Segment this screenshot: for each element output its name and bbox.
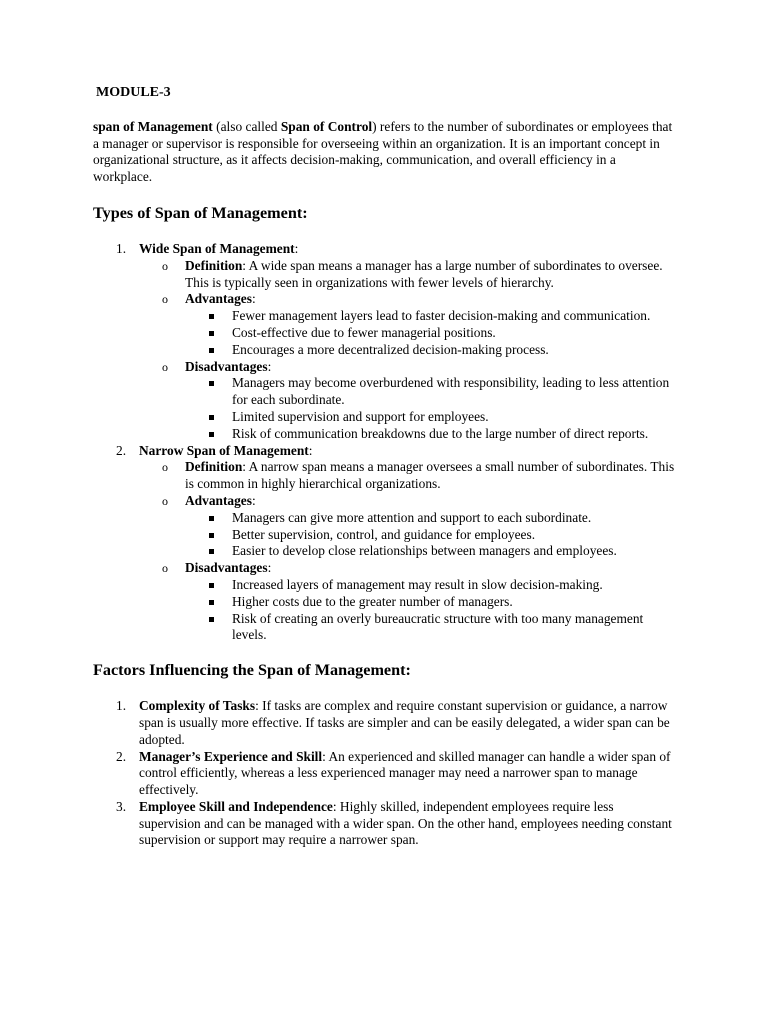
bullet-text: Encourages a more decentralized decision-making process. xyxy=(232,341,549,357)
factors-list xyxy=(93,698,678,849)
sub-item xyxy=(139,258,678,292)
square-bullet-icon xyxy=(209,432,214,437)
square-bullet-icon xyxy=(209,583,214,588)
factors-heading: Factors Influencing the Span of Management: xyxy=(93,661,411,680)
document-page xyxy=(93,85,678,849)
type-number: 2. xyxy=(116,442,127,458)
factor-text: : An experienced and skilled manager can handle a wider span of control efficiently, whereas a less experienced manager may need a narrower span to manage effectively. xyxy=(139,748,671,798)
bullet-item xyxy=(185,325,678,342)
sub-item-label: Advantages xyxy=(185,291,252,307)
sub-item-label: Advantages xyxy=(185,492,252,508)
sub-item-label: Disadvantages xyxy=(185,560,268,576)
bullet-text: Increased layers of management may result in slow decision-making. xyxy=(232,576,603,592)
bullet-text: Risk of communication breakdowns due to the large number of direct reports. xyxy=(232,425,649,441)
bullet-list xyxy=(185,308,678,358)
sub-item xyxy=(139,560,678,644)
sub-item xyxy=(139,493,678,560)
sub-item-text: : xyxy=(267,358,272,374)
sub-item xyxy=(139,459,678,493)
sub-item-text: : xyxy=(251,291,256,307)
bullet-item xyxy=(185,409,678,426)
intro-rest: ) refers to the number of subordinates or employees that a manager or supervisor is responsible for overseeing within an organization. It is an important concept in organizational structure, as it affects decision-making, communication, and overall efficiency in a workplace. xyxy=(93,118,673,185)
bullet-text: Risk of creating an overly bureaucratic structure with too many management levels. xyxy=(232,610,644,643)
sub-item-label: Definition xyxy=(185,257,243,273)
bullet-item xyxy=(185,594,678,611)
circle-bullet-icon: o xyxy=(162,359,168,374)
type-subitems xyxy=(139,258,678,443)
sub-item xyxy=(139,291,678,358)
type-subitems xyxy=(139,459,678,644)
types-list xyxy=(93,241,678,644)
factor-item xyxy=(93,749,678,799)
bullet-item xyxy=(185,527,678,544)
circle-bullet-icon: o xyxy=(162,292,168,307)
circle-bullet-icon: o xyxy=(162,258,168,273)
types-heading: Types of Span of Management: xyxy=(93,203,308,222)
type-colon: : xyxy=(308,442,313,458)
type-title: Narrow Span of Management xyxy=(139,442,309,458)
factor-title: Employee Skill and Independence xyxy=(139,798,333,814)
bullet-item xyxy=(185,611,678,645)
type-colon: : xyxy=(294,240,299,256)
intro-pre-alt: (also called xyxy=(212,118,281,134)
bullet-text: Managers may become overburdened with responsibility, leading to less attention for each subordinate. xyxy=(232,375,670,408)
circle-bullet-icon: o xyxy=(162,493,168,508)
square-bullet-icon xyxy=(209,617,214,622)
bullet-text: Limited supervision and support for employees. xyxy=(232,408,489,424)
square-bullet-icon xyxy=(209,415,214,420)
bullet-item xyxy=(185,426,678,443)
sub-item-text: : A narrow span means a manager oversees a small number of subordinates. This is common in highly hierarchical organizations. xyxy=(185,459,675,492)
bullet-item xyxy=(185,577,678,594)
factor-item xyxy=(93,799,678,849)
factor-item xyxy=(93,698,678,748)
bullet-item xyxy=(185,308,678,325)
type-item xyxy=(93,241,678,443)
square-bullet-icon xyxy=(209,314,214,319)
intro-alt-term: Span of Control xyxy=(280,118,373,134)
type-item xyxy=(93,443,678,645)
sub-item-text: : xyxy=(267,560,272,576)
bullet-item xyxy=(185,543,678,560)
square-bullet-icon xyxy=(209,331,214,336)
factor-text: : Highly skilled, independent employees require less supervision and can be managed with a wider span. On the other hand, employees needing constant supervision or support may require a narrower span. xyxy=(139,798,672,848)
factor-number: 3. xyxy=(116,798,127,814)
bullet-list xyxy=(185,577,678,644)
bullet-item xyxy=(185,342,678,359)
intro-paragraph xyxy=(93,119,678,186)
bullet-text: Higher costs due to the greater number of managers. xyxy=(232,593,513,609)
type-title: Wide Span of Management xyxy=(139,240,295,256)
bullet-item xyxy=(185,510,678,527)
sub-item xyxy=(139,359,678,443)
factor-number: 2. xyxy=(116,748,127,764)
circle-bullet-icon: o xyxy=(162,561,168,576)
bullet-text: Managers can give more attention and support to each subordinate. xyxy=(232,509,592,525)
factor-text: : If tasks are complex and require constant supervision or guidance, a narrow span is usually more effective. If tasks are simpler and can be easily delegated, a wider span can be adopted. xyxy=(139,698,670,747)
bullet-list xyxy=(185,510,678,560)
sub-item-label: Definition xyxy=(185,459,243,475)
circle-bullet-icon: o xyxy=(162,460,168,475)
bullet-item xyxy=(185,375,678,409)
square-bullet-icon xyxy=(209,516,214,521)
square-bullet-icon xyxy=(209,549,214,554)
type-number: 1. xyxy=(116,240,127,256)
square-bullet-icon xyxy=(209,348,214,353)
factor-title: Manager’s Experience and Skill xyxy=(139,748,323,764)
sub-item-text: : xyxy=(251,492,256,508)
bullet-text: Fewer management layers lead to faster decision-making and communication. xyxy=(232,308,651,324)
bullet-list xyxy=(185,375,678,442)
factor-number: 1. xyxy=(116,698,127,714)
bullet-text: Better supervision, control, and guidance for employees. xyxy=(232,526,536,542)
intro-term: span of Management xyxy=(93,118,213,134)
square-bullet-icon xyxy=(209,381,214,386)
sub-item-label: Disadvantages xyxy=(185,358,268,374)
square-bullet-icon xyxy=(209,533,214,538)
square-bullet-icon xyxy=(209,600,214,605)
sub-item-text: : A wide span means a manager has a large number of subordinates to oversee. This is typically seen in organizations with fewer levels of hierarchy. xyxy=(185,257,663,290)
bullet-text: Cost-effective due to fewer managerial positions. xyxy=(232,324,496,340)
module-title: MODULE-3 xyxy=(96,85,171,100)
bullet-text: Easier to develop close relationships between managers and employees. xyxy=(232,543,617,559)
factor-title: Complexity of Tasks xyxy=(139,698,256,714)
